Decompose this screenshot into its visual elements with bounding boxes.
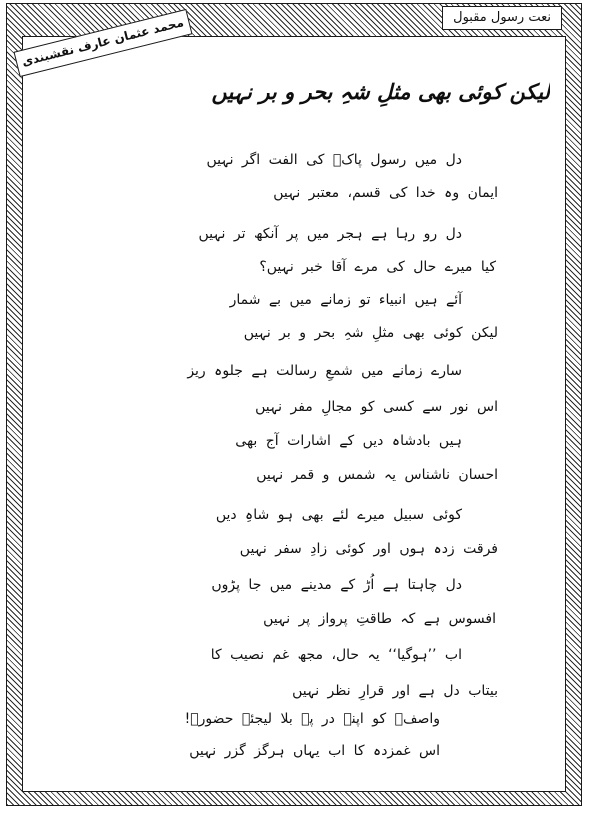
verse-line: بیتاب دل ہے اور قرارِ نظر نہیں [292,683,498,699]
verse-line: سارے زمانے میں شمعِ رسالت ہے جلوہ ریز [187,363,462,379]
verse-line: ہیں بادشاہ دیں کے اشارات آج بھی [235,433,462,449]
verse-line: اس غمزدہ کا اب یہاں ہرگز گزر نہیں [189,743,440,759]
verse-line: کیا میرے حال کی مرے آقا خبر نہیں؟ [259,259,496,275]
verse-line: دل میں رسول پاکؐ کی الفت اگر نہیں [206,152,462,168]
verse-line: لیکن کوئی بھی مثلِ شہِ بحر و بر نہیں [243,325,498,341]
verse-line: کوئی سبیل میرے لئے بھی ہو شاہِ دیں [215,507,462,523]
category-label: نعت رسول مقبول [442,6,562,30]
verse-line: آئے ہیں انبیاء تو زمانے میں بے شمار [229,292,462,308]
verse-line: واصفؔ کو اپنے در پہ بلا لیجئے حضورؐ! [184,711,440,727]
verse-line: ایمان وہ خدا کی قسم، معتبر نہیں [273,185,498,201]
verse-line: دل چاہتا ہے اُڑ کے مدینے میں جا پڑوں [211,577,462,593]
verse-line: اس نور سے کسی کو مجالِ مفر نہیں [255,399,498,415]
verse-line: فرقت زدہ ہوں اور کوئی زادِ سفر نہیں [239,541,498,557]
poem-title: لیکن کوئی بھی مثلِ شہِ بحر و بر نہیں [211,80,550,104]
author-banner: محمد عثمان عارف نقشبندی [13,9,192,77]
verse-line: اب ’’ہوگیا‘‘ یہ حال، مجھ غم نصیب کا [210,647,462,663]
verse-line: احسان ناشناس یہ شمس و قمر نہیں [256,467,498,483]
verse-line: دل رو رہا ہے ہجر میں پر آنکھ تر نہیں [198,226,462,242]
verse-line: افسوس ہے کہ طاقتِ پرواز پر نہیں [263,611,496,627]
